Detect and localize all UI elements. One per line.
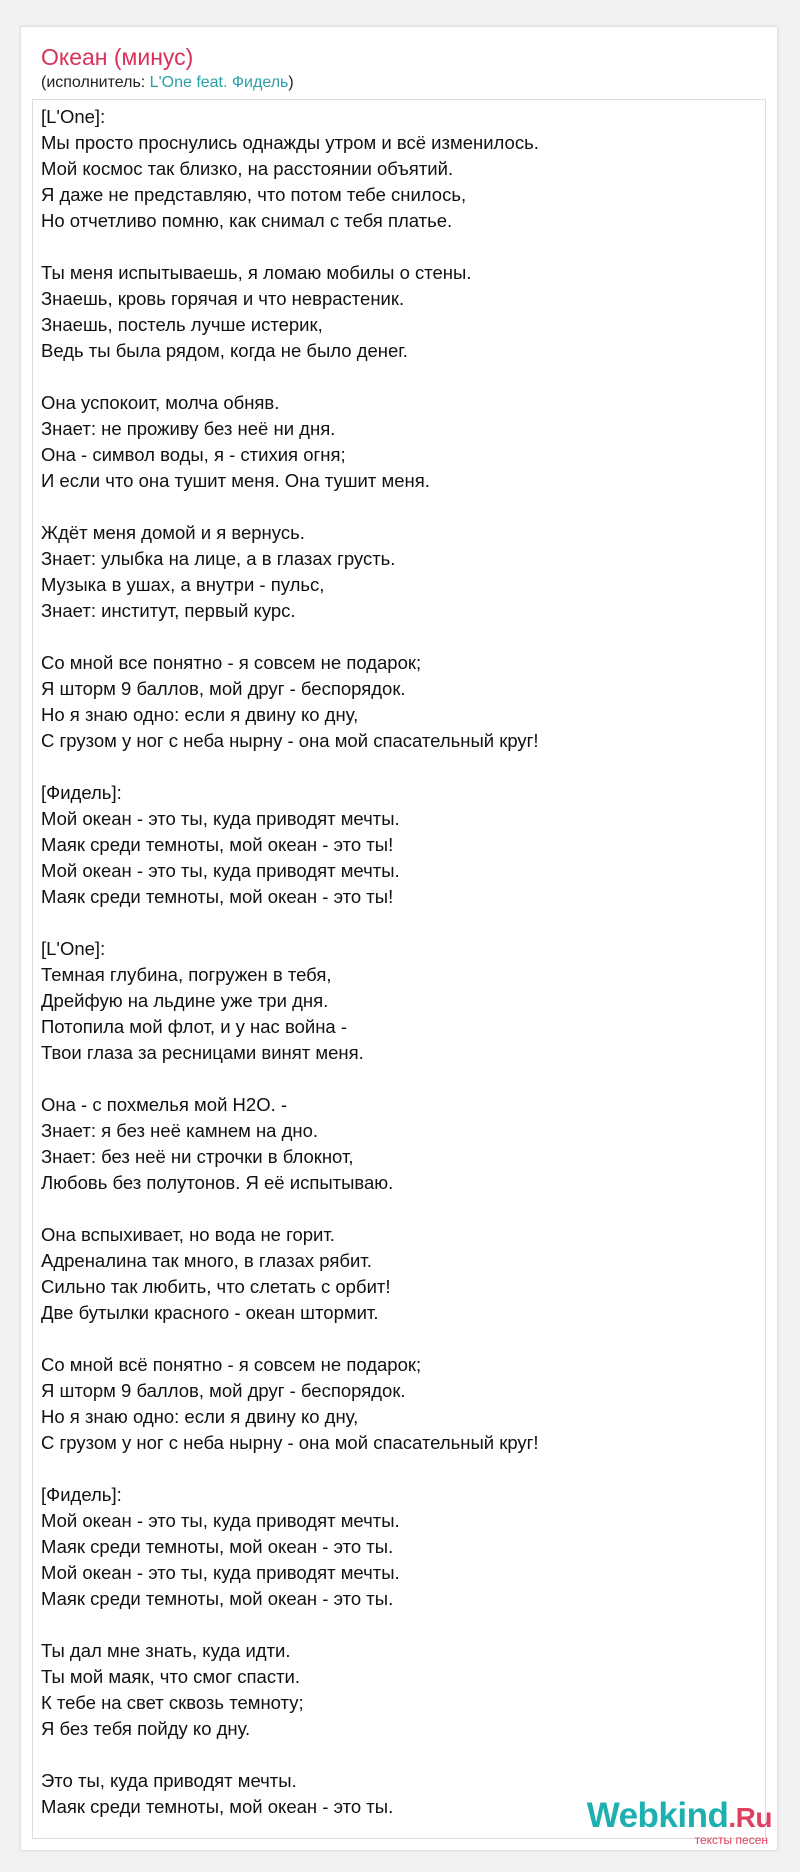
lyric-line: [L'One]: [41,106,106,127]
lyric-line: Но я знаю одно: если я двину ко дну, [41,704,359,725]
lyrics-stanza [41,390,751,494]
lyric-line: Она успокоит, молча обняв. [41,392,280,413]
lyrics-stanza [41,1482,751,1612]
lyric-line: Знает: я без неё камнем на дно. [41,1120,319,1141]
lyric-line: Мой океан - это ты, куда приводят мечты. [41,1562,400,1583]
artist-link[interactable]: L'One feat. Фидель [149,74,289,91]
logo-name: Webkind [586,1796,729,1835]
lyric-line: Маяк среди темноты, мой океан - это ты. [41,1536,394,1557]
lyric-line: Мой космос так близко, на расстоянии объятий. [41,158,454,179]
lyric-line: С грузом у ног с неба нырну - она мой спасательный круг! [41,1432,539,1453]
lyric-line: Знает: улыбка на лице, а в глазах грусть. [41,548,396,569]
logo-wordmark [587,1798,772,1836]
lyric-line: Она - с похмелья мой H2O. - [41,1094,288,1115]
lyric-line: Любовь без полутонов. Я её испытываю. [41,1172,394,1193]
lyric-line: Но я знаю одно: если я двину ко дну, [41,1406,359,1427]
lyric-line: Я даже не представляю, что потом тебе снилось, [41,184,467,205]
lyric-line: Мы просто проснулись однажды утром и всё изменилось. [41,132,539,153]
lyric-line: Мой океан - это ты, куда приводят мечты. [41,808,400,829]
credits-prefix: (исполнитель: [41,74,150,91]
lyric-line: К тебе на свет сквозь темноту; [41,1692,304,1713]
lyrics-text [41,104,751,1846]
lyrics-stanza [41,520,751,624]
site-logo[interactable] [587,1798,772,1846]
lyrics-stanza [41,1352,751,1456]
lyric-line: Ты мой маяк, что смог спасти. [41,1666,301,1687]
lyric-line: Но отчетливо помню, как снимал с тебя платье. [41,210,453,231]
lyric-line: Она - символ воды, я - стихия огня; [41,444,346,465]
lyric-line: С грузом у ног с неба нырну - она мой спасательный круг! [41,730,539,751]
lyrics-stanza [41,260,751,364]
lyric-line: Маяк среди темноты, мой океан - это ты! [41,886,394,907]
lyric-line: Дрейфую на льдине уже три дня. [41,990,329,1011]
lyric-line: Сильно так любить, что слетать с орбит! [41,1276,391,1297]
lyric-line: Знаешь, кровь горячая и что неврастеник. [41,288,405,309]
lyric-line: Знает: институт, первый курс. [41,600,296,621]
lyric-line: Знает: без неё ни строчки в блокнот, [41,1146,354,1167]
lyric-line: Маяк среди темноты, мой океан - это ты! [41,834,394,855]
credits-suffix: ) [288,74,294,91]
lyric-line: Ждёт меня домой и я вернусь. [41,522,305,543]
lyric-line: Адреналина так много, в глазах рябит. [41,1250,372,1271]
lyric-line: Мой океан - это ты, куда приводят мечты. [41,860,400,881]
credits-line [41,73,294,93]
lyric-line: Маяк среди темноты, мой океан - это ты. [41,1796,394,1817]
lyrics-stanza [41,1222,751,1326]
lyrics-stanza [41,780,751,910]
lyric-line: Это ты, куда приводят мечты. [41,1770,297,1791]
logo-tagline: тексты песен [694,1833,768,1847]
lyric-line: [L'One]: [41,938,106,959]
lyric-line: Музыка в ушах, а внутри - пульс, [41,574,325,595]
lyric-line: Маяк среди темноты, мой океан - это ты. [41,1588,394,1609]
lyric-line: Ведь ты была рядом, когда не было денег. [41,340,408,361]
lyric-line: Я шторм 9 баллов, мой друг - беспорядок. [41,1380,406,1401]
lyric-line: Знаешь, постель лучше истерик, [41,314,323,335]
lyric-line: Знает: не проживу без неё ни дня. [41,418,336,439]
lyric-line: Со мной все понятно - я совсем не подарок; [41,652,422,673]
lyric-line: [Фидель]: [41,782,122,803]
lyrics-stanza [41,104,751,234]
lyric-line: Мой океан - это ты, куда приводят мечты. [41,1510,400,1531]
lyric-line: Темная глубина, погружен в тебя, [41,964,332,985]
lyric-line: Две бутылки красного - океан штормит. [41,1302,379,1323]
lyric-line: Ты дал мне знать, куда идти. [41,1640,291,1661]
lyric-line: Потопила мой флот, и у нас война - [41,1016,347,1037]
lyric-line: Ты меня испытываешь, я ломаю мобилы о стены. [41,262,472,283]
song-title: Океан (минус) [41,44,194,70]
lyric-line: [Фидель]: [41,1484,122,1505]
lyrics-stanza [41,936,751,1066]
lyric-line: Я шторм 9 баллов, мой друг - беспорядок. [41,678,406,699]
lyric-line: И если что она тушит меня. Она тушит меня. [41,470,430,491]
lyric-line: Она вспыхивает, но вода не горит. [41,1224,335,1245]
lyric-line: Твои глаза за ресницами винят меня. [41,1042,364,1063]
logo-tld: .Ru [728,1802,772,1833]
lyric-line: Со мной всё понятно - я совсем не подарок; [41,1354,422,1375]
lyrics-stanza [41,650,751,754]
lyrics-stanza [41,1638,751,1742]
lyrics-stanza [41,1092,751,1196]
lyric-line: Я без тебя пойду ко дну. [41,1718,251,1739]
